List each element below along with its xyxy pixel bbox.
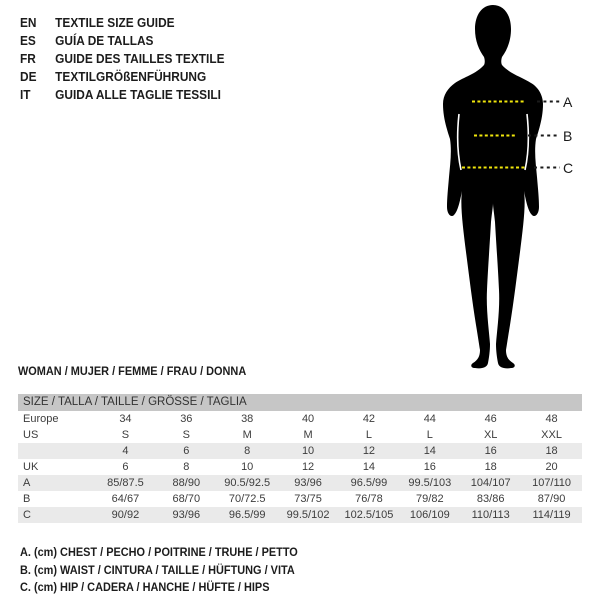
table-cell: XL [483, 429, 498, 441]
table-cell: 90/92 [111, 509, 140, 521]
legend-waist: B. (cm) WAIST / CINTURA / TAILLE / HÜFTUNG / VITA [20, 564, 295, 577]
language-row-en [20, 14, 225, 32]
table-cell: 14 [423, 445, 436, 457]
marker-label-c: C [563, 160, 574, 176]
table-cell: 93/96 [172, 509, 201, 521]
size-table [18, 394, 582, 523]
table-cell: 16 [484, 445, 497, 457]
table-cell: 96.5/99 [228, 509, 266, 521]
table-cell: 110/113 [471, 509, 510, 521]
table-cell: 12 [301, 461, 315, 473]
table-cell: 48 [545, 413, 558, 425]
table-cell: 36 [180, 413, 193, 425]
table-cell: L [365, 429, 372, 441]
table-row-us [18, 427, 582, 443]
table-cell: 68/70 [172, 493, 201, 505]
table-cell: 12 [362, 445, 376, 457]
table-cell: 8 [183, 461, 190, 473]
woman-silhouette-svg [415, 0, 575, 375]
language-list [20, 14, 225, 104]
table-cell: 18 [484, 461, 497, 473]
section-title: WOMAN / MUJER / FEMME / FRAU / DONNA [18, 366, 247, 378]
table-cell: 87/90 [537, 493, 566, 505]
table-cell: 104/107 [470, 477, 511, 489]
table-cell: 90.5/92.5 [224, 477, 271, 489]
woman-body-shape [443, 5, 543, 368]
table-cell: 96.5/99 [350, 477, 388, 489]
table-row-waist [18, 491, 582, 507]
table-cell: 114/119 [532, 509, 571, 521]
table-cell: 76/78 [355, 493, 383, 505]
table-cell: XXL [541, 429, 562, 441]
table-cell: S [182, 429, 190, 441]
language-code: IT [20, 88, 31, 102]
table-cell: 40 [301, 413, 315, 425]
size-table-header: SIZE / TALLA / TAILLE / GRÖSSE / TAGLIA [18, 394, 582, 411]
table-cell: 93/96 [294, 477, 322, 489]
table-cell: L [426, 429, 433, 441]
table-cell: 10 [301, 445, 315, 457]
table-cell: 10 [241, 461, 254, 473]
table-cell: 85/87.5 [107, 477, 144, 489]
measurement-legend [20, 545, 298, 598]
marker-label-a: A [563, 94, 573, 110]
table-cell: 106/109 [409, 509, 450, 521]
table-cell: 34 [119, 413, 132, 425]
row-label: C [23, 509, 31, 521]
table-cell: 42 [362, 413, 376, 425]
table-cell: 83/86 [476, 493, 505, 505]
table-cell: 20 [545, 461, 558, 473]
language-code: DE [20, 70, 37, 84]
table-cell: 70/72.5 [228, 493, 266, 505]
table-cell: 16 [423, 461, 436, 473]
table-row-chest [18, 475, 582, 491]
table-cell: 18 [545, 445, 558, 457]
row-label: Europe [23, 413, 59, 425]
row-label: A [23, 477, 31, 489]
table-row-hip [18, 507, 582, 523]
table-cell: 99.5/103 [408, 477, 452, 489]
table-cell: M [242, 429, 252, 441]
language-label: TEXTILE SIZE GUIDE [55, 16, 175, 30]
table-cell: 14 [362, 461, 376, 473]
language-label: GUIDA ALLE TAGLIE TESSILI [55, 88, 221, 102]
row-label: UK [23, 461, 39, 473]
table-cell: 73/75 [294, 493, 322, 505]
marker-label-b: B [563, 128, 573, 144]
table-cell: 107/110 [532, 477, 572, 489]
row-label: US [23, 429, 39, 441]
table-cell: 8 [244, 445, 251, 457]
language-label: GUÍA DE TALLAS [55, 34, 154, 48]
language-label: TEXTILGRÖßENFÜHRUNG [55, 70, 207, 84]
legend-chest: A. (cm) CHEST / PECHO / POITRINE / TRUHE / PETTO [20, 547, 298, 559]
language-code: EN [20, 16, 37, 30]
woman-silhouette-figure [415, 0, 575, 375]
table-cell: 6 [122, 461, 129, 473]
table-cell: 102.5/105 [344, 509, 394, 521]
table-cell: 88/90 [172, 477, 201, 489]
legend-hip: C. (cm) HIP / CADERA / HANCHE / HÜFTE / HIPS [20, 582, 270, 594]
language-code: FR [20, 52, 36, 66]
table-cell: 4 [122, 445, 129, 457]
table-row-europe [18, 411, 582, 427]
table-cell: 6 [183, 445, 190, 457]
table-row-us-numeric [18, 443, 582, 459]
row-label: B [23, 493, 31, 505]
language-row-fr [20, 50, 225, 68]
table-cell: 46 [484, 413, 497, 425]
language-label: GUIDE DES TAILLES TEXTILE [55, 52, 225, 66]
table-cell: 99.5/102 [286, 509, 330, 521]
row-label [18, 443, 95, 459]
table-cell: 44 [423, 413, 436, 425]
language-code: ES [20, 34, 36, 48]
language-row-es [20, 32, 225, 50]
table-cell: 64/67 [111, 493, 140, 505]
language-row-de [20, 68, 225, 86]
table-cell: 79/82 [416, 493, 444, 505]
table-row-uk [18, 459, 582, 475]
table-cell: M [303, 429, 313, 441]
table-cell: S [121, 429, 130, 441]
language-row-it [20, 86, 225, 104]
table-cell: 38 [241, 413, 254, 425]
